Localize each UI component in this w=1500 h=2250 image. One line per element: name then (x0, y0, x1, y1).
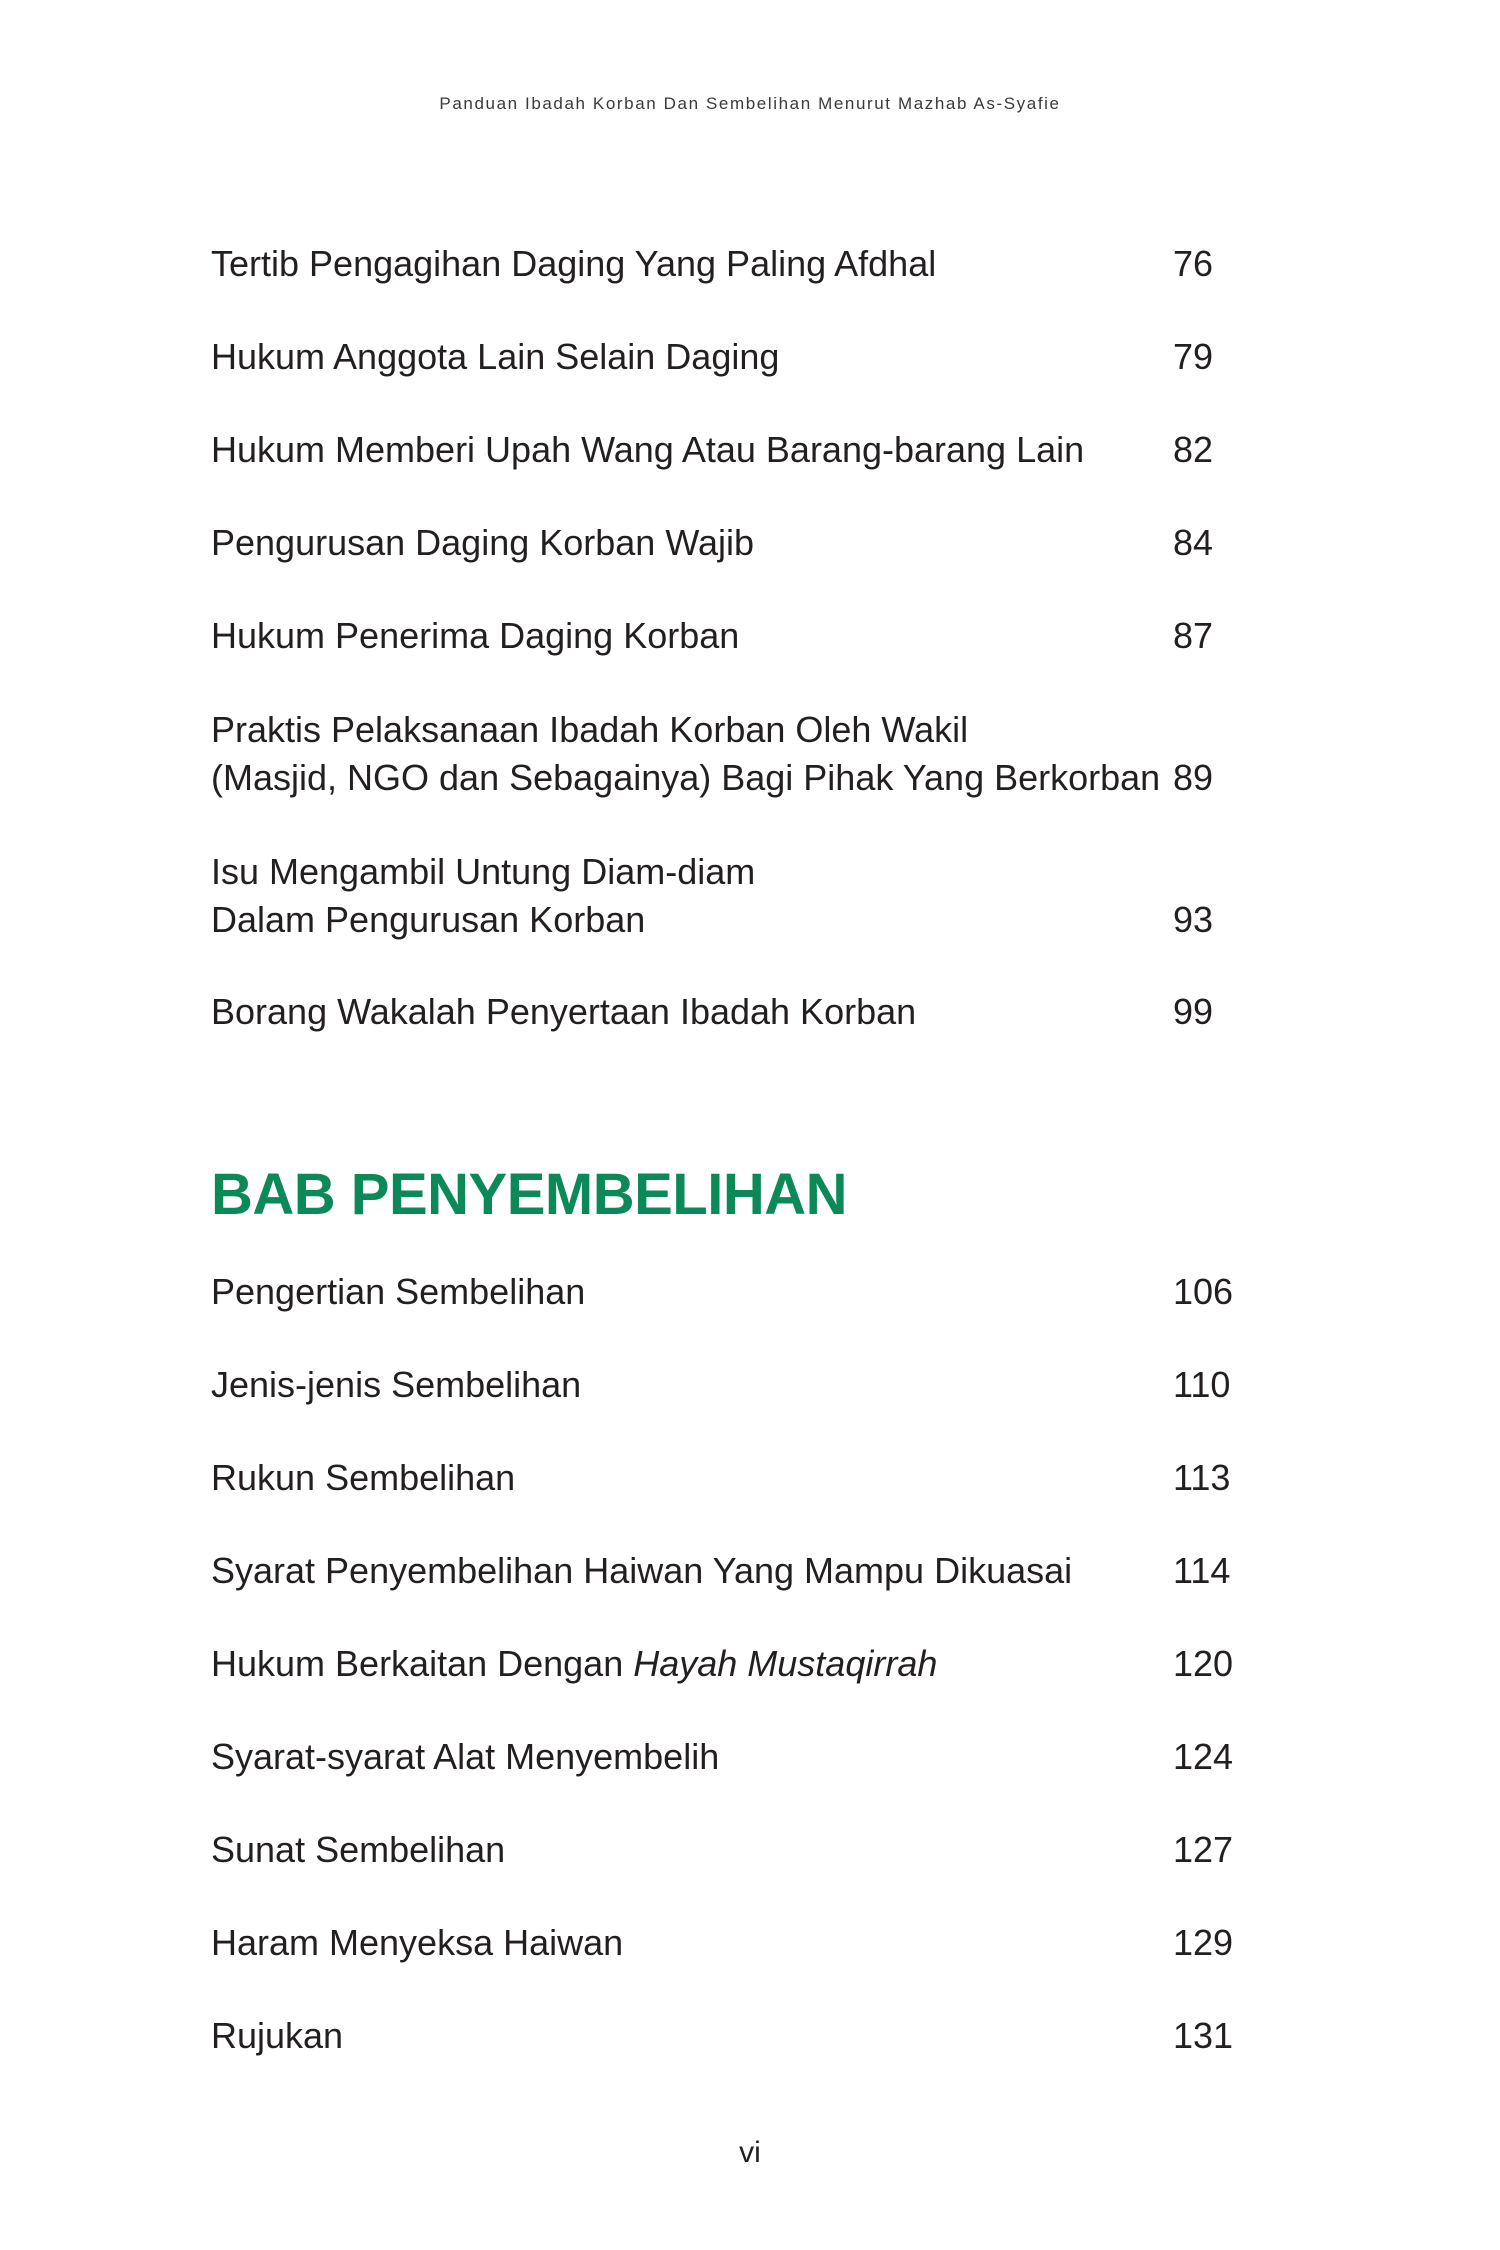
toc-entry-page: 124 (1173, 1736, 1234, 1777)
toc-entry-title: Hukum Berkaitan Dengan Hayah Mustaqirrah (211, 1643, 938, 1684)
toc-entry[interactable] (211, 848, 1291, 944)
toc-entry-title: Pengertian Sembelihan (211, 1271, 586, 1312)
toc-entry[interactable] (211, 240, 1291, 288)
toc-entry[interactable] (211, 1361, 1291, 1409)
toc-entry[interactable] (211, 1826, 1291, 1874)
toc-entry[interactable] (211, 706, 1291, 802)
toc-entry-page: 110 (1173, 1364, 1231, 1405)
toc-entry[interactable] (211, 1454, 1291, 1502)
toc-entry[interactable] (211, 1268, 1291, 1316)
toc-entry-title: Hukum Memberi Upah Wang Atau Barang-barang Lain (211, 429, 1085, 470)
toc-entry-title: Hukum Anggota Lain Selain Daging (211, 336, 780, 377)
toc-entry-page: 87 (1173, 615, 1214, 656)
toc-entry[interactable] (211, 333, 1291, 381)
toc-entry-page: 106 (1173, 1271, 1234, 1312)
toc-entry[interactable] (211, 988, 1291, 1036)
toc-entry-title: Rujukan (211, 2015, 344, 2056)
toc-entry[interactable] (211, 426, 1291, 474)
toc-entry-page: 99 (1173, 991, 1214, 1032)
toc-entry-title: Sunat Sembelihan (211, 1829, 506, 1870)
toc-entry-page: 127 (1173, 1829, 1234, 1870)
toc-entry-title: Tertib Pengagihan Daging Yang Paling Afdhal (211, 243, 937, 284)
toc-entry-title: Pengurusan Daging Korban Wajib (211, 522, 755, 563)
toc-entry[interactable] (211, 1640, 1291, 1688)
toc-entry-title: Isu Mengambil Untung Diam-diam Dalam Pengurusan Korban (211, 851, 756, 940)
toc-entry-title: Syarat Penyembelihan Haiwan Yang Mampu Dikuasai (211, 1550, 1073, 1591)
toc-entry-title: Haram Menyeksa Haiwan (211, 1922, 624, 1963)
toc-entry-title-italic: Hayah Mustaqirrah (633, 1643, 938, 1684)
toc-entry[interactable] (211, 1733, 1291, 1781)
toc-entry-page: 89 (1173, 757, 1214, 798)
toc-entry[interactable] (211, 1919, 1291, 1967)
toc-entry-page: 131 (1173, 2015, 1234, 2056)
toc-entry-title: Jenis-jenis Sembelihan (211, 1364, 582, 1405)
toc-entry-title: Hukum Penerima Daging Korban (211, 615, 740, 656)
toc-entry-page: 120 (1173, 1643, 1234, 1684)
toc-entry[interactable] (211, 1547, 1291, 1595)
toc-entry-title: Borang Wakalah Penyertaan Ibadah Korban (211, 991, 917, 1032)
toc-entry-page: 113 (1173, 1457, 1231, 1498)
running-header: Panduan Ibadah Korban Dan Sembelihan Menurut Mazhab As-Syafie (439, 94, 1061, 113)
toc-entry-page: 93 (1173, 899, 1214, 940)
page-number: vi (739, 2136, 761, 2169)
toc-entry-page: 84 (1173, 522, 1214, 563)
toc-entry[interactable] (211, 2012, 1291, 2060)
toc-entry[interactable] (211, 519, 1291, 567)
toc-entry-page: 79 (1173, 336, 1214, 377)
toc-entry-title: Rukun Sembelihan (211, 1457, 516, 1498)
toc-entry-page: 114 (1173, 1550, 1231, 1591)
toc-entry-page: 82 (1173, 429, 1214, 470)
toc-entry-title: Syarat-syarat Alat Menyembelih (211, 1736, 720, 1777)
section-heading: BAB PENYEMBELIHAN (211, 1162, 847, 1227)
toc-entry-page: 129 (1173, 1922, 1234, 1963)
toc-entry-title: Praktis Pelaksanaan Ibadah Korban Oleh Wakil (Masjid, NGO dan Sebagainya) Bagi Pihak Yang Berkorban (211, 709, 1161, 798)
toc-entry-page: 76 (1173, 243, 1214, 284)
toc-entry[interactable] (211, 612, 1291, 660)
